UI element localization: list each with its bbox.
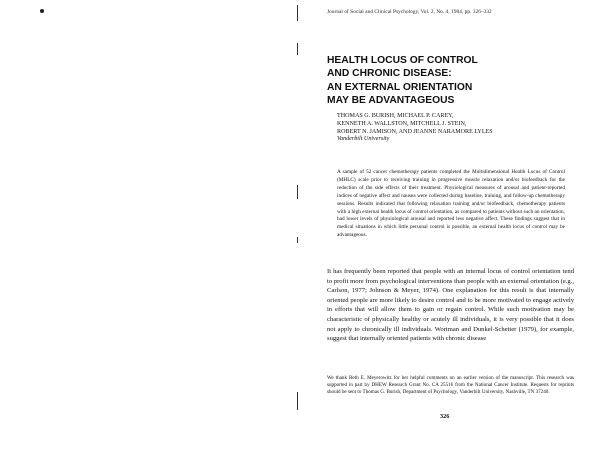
affiliation: Vanderbilt University [337,136,390,143]
page-edge-mark [297,5,298,21]
journal-header: Journal of Social and Clinical Psychology, Vol. 2, No. 4, 1984, pp. 326–332 [327,9,492,15]
author-block [337,113,557,144]
page-edge-mark [297,43,298,55]
title-line: HEALTH LOCUS OF CONTROL [327,55,478,66]
author-line: ROBERT N. JAMISON, AND JEANNE NARAMORE LYLES [337,128,493,135]
page-number: 326 [440,413,450,420]
title-line: MAY BE ADVANTAGEOUS [327,95,455,107]
body-paragraph: It has frequently been reported that people with an internal locus of control orientation tend to profit more from psychological interventions than people with an external orientation (e.g., Carlson, 1977; Johnson & Meyer, 1974). One explanation for this result is that internally oriented people are more likely to desire control and to be more motivated to engage actively in efforts that will allow them to gain or regain control. While such motivation may be characteristic of physically healthy or acutely ill individuals, it is very possible that it does not apply to chronically ill individuals. Wortman and Dunkel-Schetter (1979), for example, suggest that internally oriented patients with chronic disease [327,268,575,343]
author-line: KENNETH A. WALLSTON, MITCHELL J. STEIN, [337,120,467,127]
page-edge-mark [297,185,298,199]
title-line: AND CHRONIC DISEASE: [327,68,452,80]
footnote: We thank Beth E. Meyerowitz for her helpful comments on an earlier version of the manuscript. This research was supported in part by DHEW Research Grant No. CA 25516 from the National Cancer Institute. Requests for reprints should be sent to Thomas G. Burish, Department of Psychology, Vanderbilt University, Nashville, TN 37240. [327,375,574,396]
page-edge-mark [297,237,298,243]
title-line: AN EXTERNAL ORIENTATION [327,81,473,93]
article-title [327,54,527,108]
page-edge-mark [297,392,298,410]
abstract: A sample of 52 cancer chemotherapy patients completed the Multidimensional Health Locus of Control (MHLC) scale prior to receiving training in progressive muscle relaxation and/or biofeedback for the reduction of the side effects of their treatment. Physiological measures of arousal and patient-reported indices of negative affect and nausea were collected during baseline, training, and follow-up chemotherapy sessions. Results indicated that following relaxation training and/or biofeedback, chemotherapy patients with a high external health locus of control orientation, as compared to patients without such an orientation, had lower levels of physiological arousal and reported less negative affect. These findings suggest that in medical situations in which little personal control is possible, an external health locus of control may be advantageous. [337,169,565,239]
scan-dot [40,9,44,13]
author-line: THOMAS G. BURISH, MICHAEL P. CAREY, [337,113,454,119]
